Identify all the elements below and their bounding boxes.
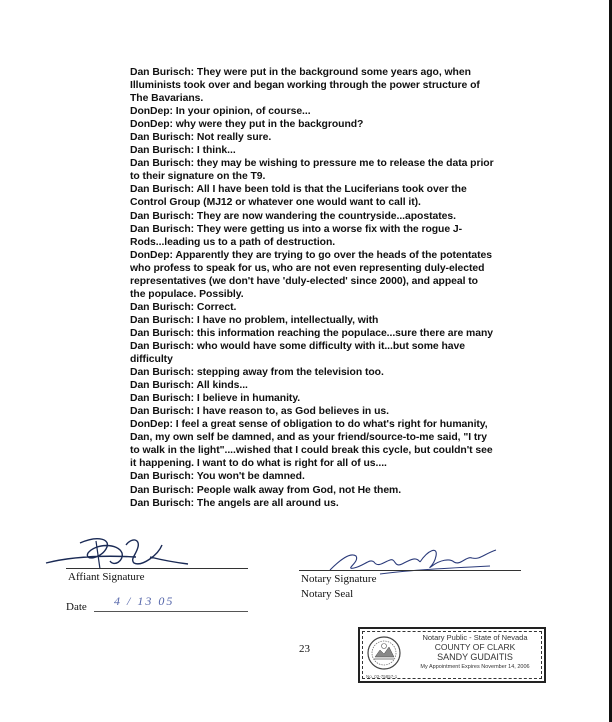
transcript-body [130, 66, 522, 510]
notary-stamp [358, 627, 546, 683]
transcript-line: Dan Burisch: They were getting us into a worse fix with the rogue J- [130, 223, 463, 235]
stamp-text [406, 633, 544, 671]
date-line [94, 611, 248, 612]
transcript-line: Dan Burisch: All kinds... [130, 380, 248, 392]
transcript-line: The Bavarians. [130, 93, 204, 105]
transcript-line: Dan Burisch: who would have some difficulty with it...but some have [130, 340, 465, 352]
transcript-line: to their signature on the T9. [130, 171, 266, 183]
transcript-line: the populace. Possibly. [130, 288, 244, 300]
transcript-line: DonDep: Apparently they are trying to go over the heads of the potentates [130, 249, 492, 261]
transcript-line: Dan Burisch: People walk away from God, not He them. [130, 484, 402, 496]
transcript-line: Dan Burisch: They were put in the background some years ago, when [130, 67, 471, 78]
transcript-line: Dan Burisch: I have reason to, as God believes in us. [130, 406, 389, 418]
stamp-state: Notary Public - State of Nevada [422, 633, 528, 642]
transcript-line: Dan, my own self be damned, and as your friend/source-to-me said, "I try [130, 432, 487, 444]
transcript-line: Dan Burisch: this information reaching the populace...sure there are many [130, 327, 493, 339]
transcript-line: representatives (we don't have 'duly-elected' since 2000), and appeal to [130, 275, 478, 287]
transcript-line: it happening. I want to do what is right for all of us.... [130, 458, 387, 470]
transcript-line: DonDep: In your opinion, of course... [130, 106, 311, 118]
transcript-line: Dan Burisch: Not really sure. [130, 132, 272, 144]
affiant-signature-line [66, 568, 248, 569]
transcript-line: Dan Burisch: The angels are all around us. [130, 497, 339, 509]
state-seal-icon [366, 635, 402, 671]
notary-seal-label: Notary Seal [301, 588, 354, 600]
transcript-line: who profess to speak for us, who are not even representing duly-elected [130, 262, 485, 274]
transcript-line: Illuminists took over and began working through the power structure of [130, 80, 480, 92]
transcript-line: Dan Burisch: they may be wishing to pressure me to release the data prior [130, 158, 494, 170]
date-label: Date [66, 601, 87, 613]
transcript-line: Dan Burisch: All I have been told is that the Luciferians took over the [130, 184, 467, 196]
transcript-line: Dan Burisch: stepping away from the television too. [130, 367, 384, 379]
notary-signature-line [299, 570, 521, 571]
stamp-expiration: My Appointment Expires November 14, 2006 [420, 664, 530, 670]
transcript-line: Control Group (MJ12 or whatever one would want to call it). [130, 197, 421, 209]
transcript-line: Dan Burisch: Correct. [130, 301, 237, 313]
stamp-number: No. 02-75857-1 [366, 674, 398, 679]
transcript-line: DonDep: why were they put in the background? [130, 119, 364, 131]
stamp-notary-name: SANDY GUDAITIS [437, 652, 513, 662]
transcript-line: Dan Burisch: I think... [130, 145, 236, 157]
affiant-signature-label: Affiant Signature [68, 571, 145, 583]
page-number: 23 [299, 643, 310, 655]
transcript-line: Dan Burisch: I believe in humanity. [130, 393, 301, 405]
transcript-line: Dan Burisch: They are now wandering the countryside...apostates. [130, 210, 456, 222]
transcript-line: Dan Burisch: I have no problem, intellectually, with [130, 314, 379, 326]
transcript-line: DonDep: I feel a great sense of obligation to do what's right for humanity, [130, 419, 488, 431]
transcript-line: to walk in the light"....wished that I could break this cycle, but couldn't see [130, 445, 493, 457]
date-value: 4 / 13 05 [114, 594, 175, 608]
stamp-county: COUNTY OF CLARK [434, 642, 516, 652]
transcript-line: difficulty [130, 354, 173, 366]
transcript-line: Rods...leading us to a path of destruction. [130, 236, 336, 248]
transcript-line: Dan Burisch: You won't be damned. [130, 471, 305, 483]
notary-signature-label: Notary Signature [301, 573, 377, 585]
